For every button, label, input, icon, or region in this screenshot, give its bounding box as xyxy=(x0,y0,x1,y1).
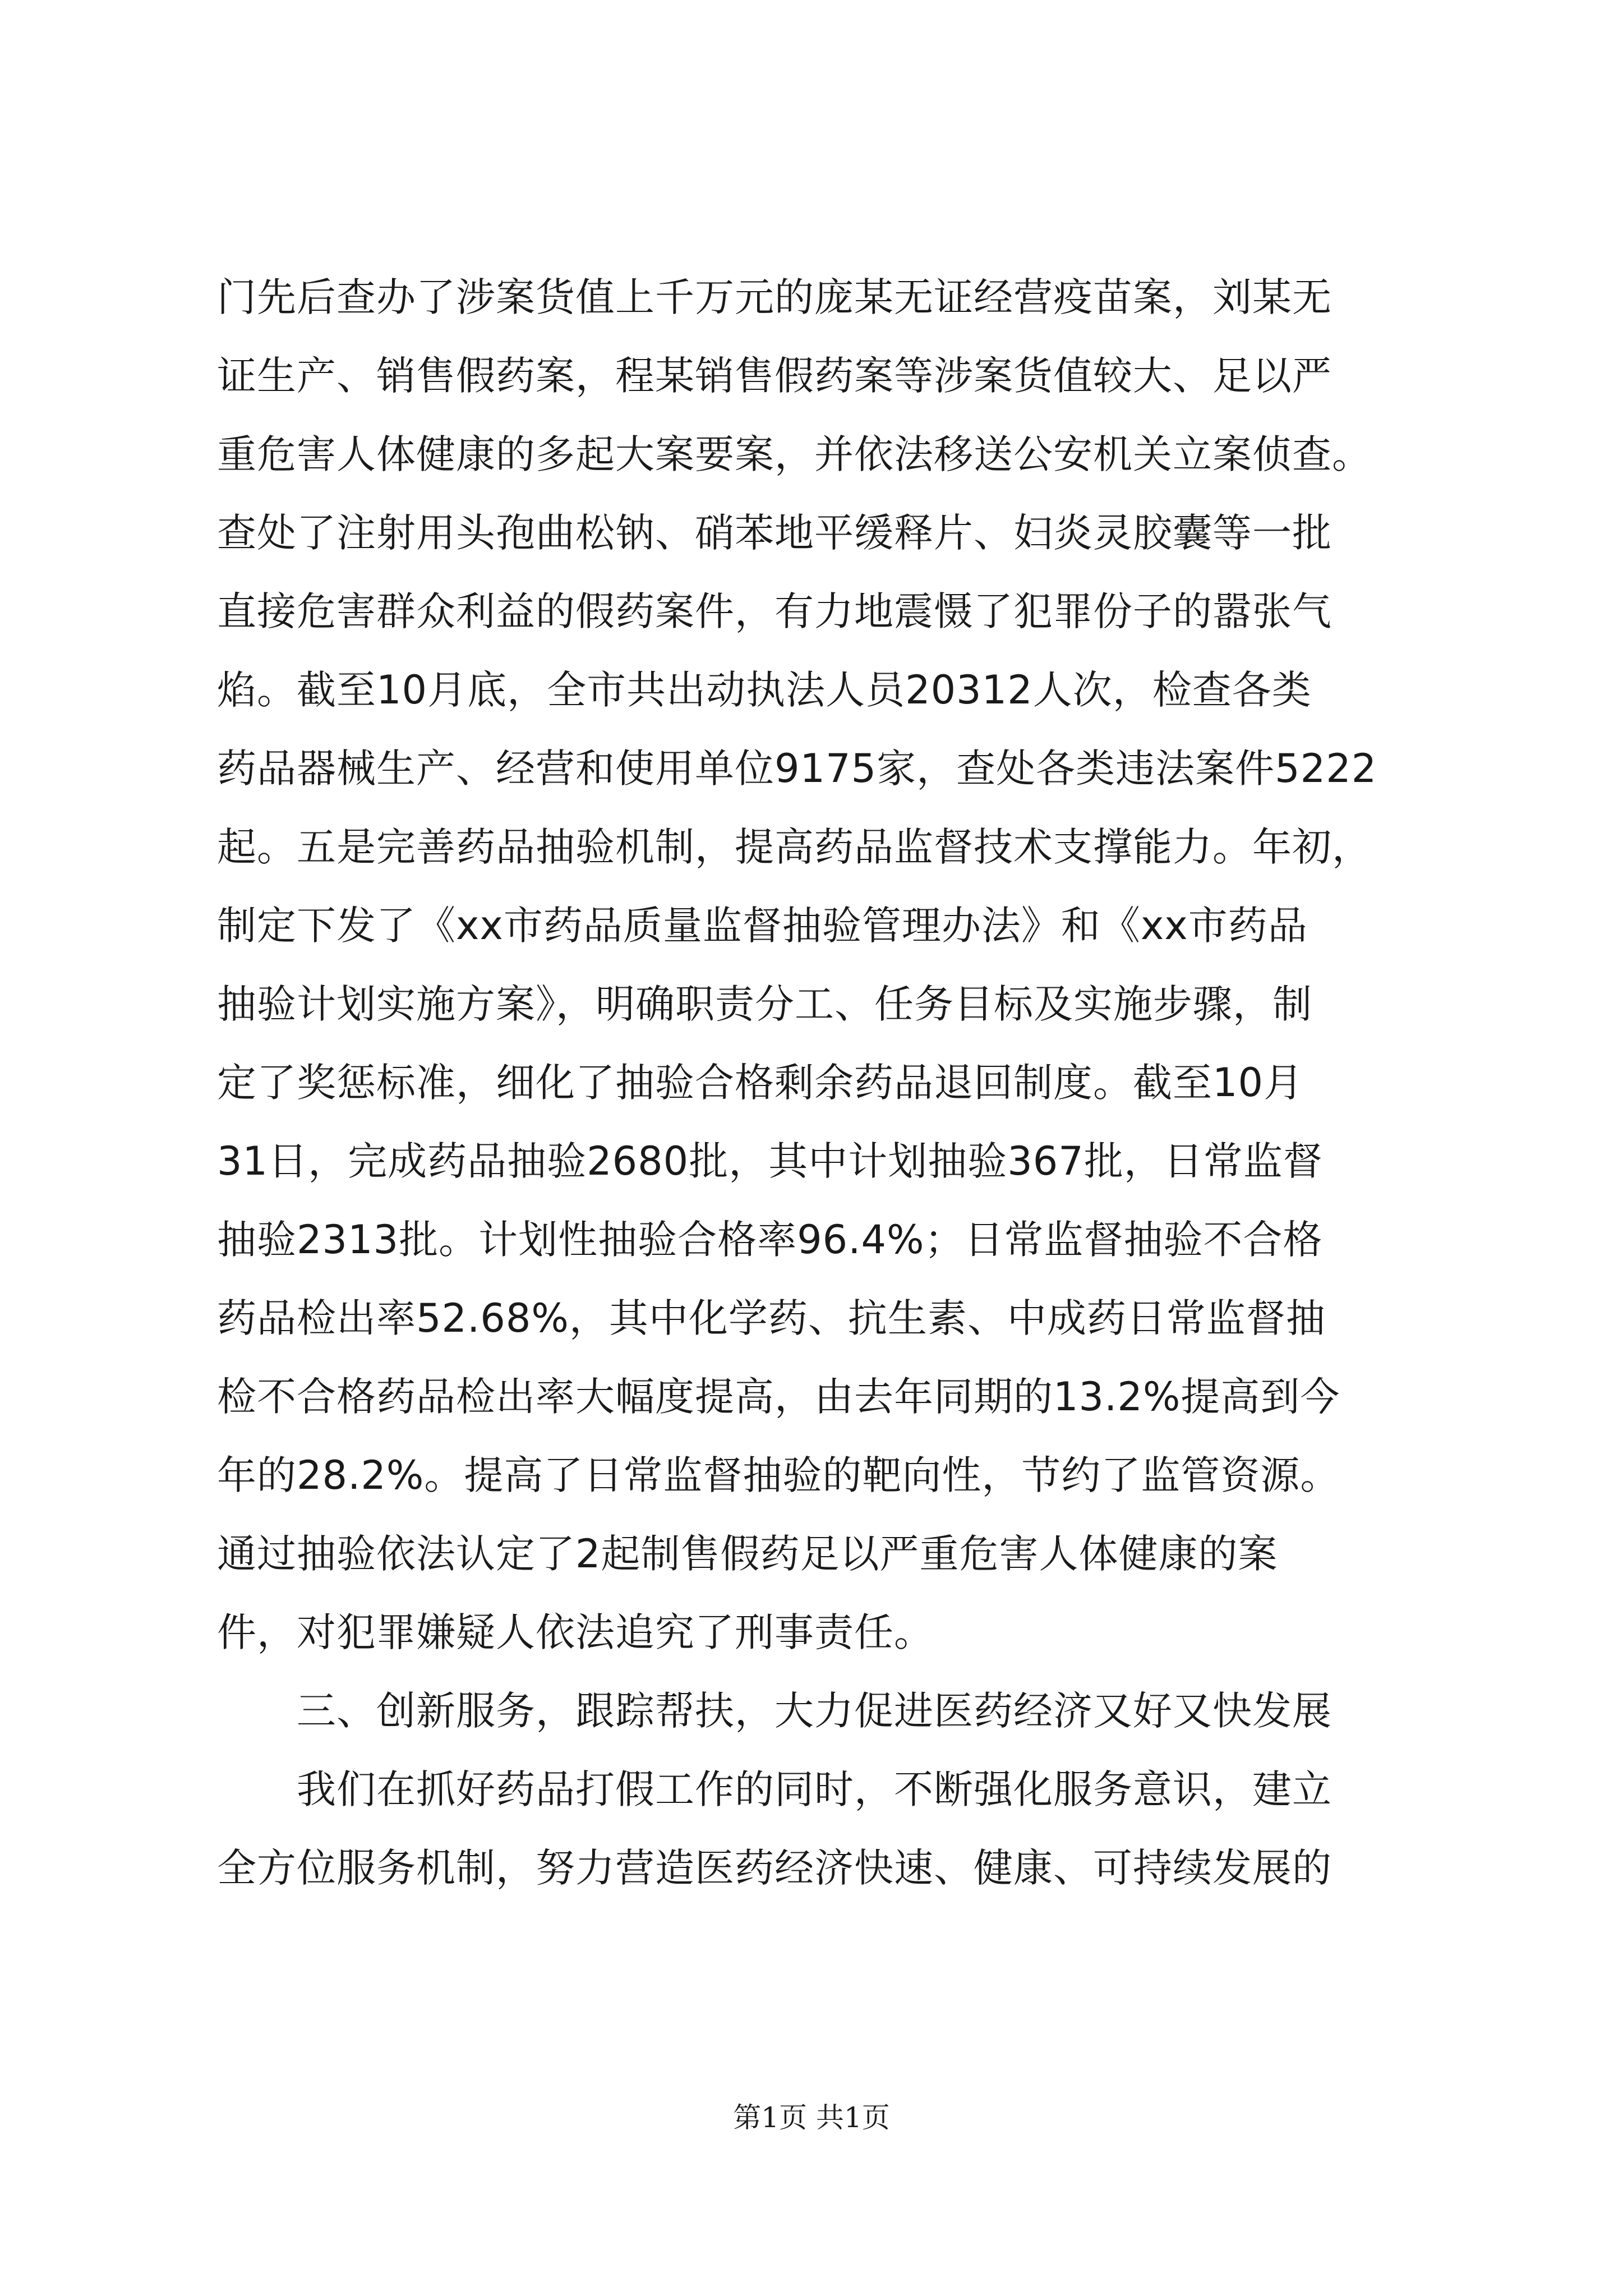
text-line: 重危害人体健康的多起大案要案，并依法移送公安机关立案侦查。 xyxy=(217,431,1372,477)
section-heading: 三、创新服务，跟踪帮扶，大力促进医药经济又好又快发展 xyxy=(217,1688,1332,1734)
text-line: 门先后查办了涉案货值上千万元的庞某无证经营疫苗案，刘某无 xyxy=(217,274,1332,320)
text-line: 制定下发了《xx市药品质量监督抽验管理办法》和《xx市药品 xyxy=(217,903,1308,949)
text-line: 抽验计划实施方案》，明确职责分工、任务目标及实施步骤，制 xyxy=(217,981,1312,1027)
text-line: 焰。截至10月底，全市共出动执法人员20312人次，检查各类 xyxy=(217,667,1312,713)
text-line: 药品器械生产、经营和使用单位9175家，查处各类违法案件5222 xyxy=(217,746,1377,792)
text-line: 我们在抓好药品打假工作的同时，不断强化服务意识，建立 xyxy=(217,1766,1332,1812)
text-line: 31日，完成药品抽验2680批，其中计划抽验367批，日常监督 xyxy=(217,1138,1323,1184)
text-line: 年的28.2%。提高了日常监督抽验的靶向性，节约了监管资源。 xyxy=(217,1452,1340,1498)
text-line: 药品检出率52.68%，其中化学药、抗生素、中成药日常监督抽 xyxy=(217,1295,1326,1341)
body-text xyxy=(217,258,1428,1907)
text-line: 件，对犯罪嫌疑人依法追究了刑事责任。 xyxy=(217,1609,934,1655)
text-line: 全方位服务机制，努力营造医药经济快速、健康、可持续发展的 xyxy=(217,1845,1332,1891)
text-line: 直接危害群众利益的假药案件，有力地震慑了犯罪份子的嚣张气 xyxy=(217,588,1332,634)
text-line: 证生产、销售假药案，程某销售假药案等涉案货值较大、足以严 xyxy=(217,353,1332,399)
page-footer xyxy=(0,2101,1623,2134)
text-line: 起。五是完善药品抽验机制，提高药品监督技术支撑能力。年初， xyxy=(217,824,1372,870)
page-number: 第1页 共1页 xyxy=(733,2101,890,2134)
text-line: 检不合格药品检出率大幅度提高，由去年同期的13.2%提高到今 xyxy=(217,1374,1340,1420)
text-line: 抽验2313批。计划性抽验合格率96.4%；日常监督抽验不合格 xyxy=(217,1217,1323,1263)
text-line: 查处了注射用头孢曲松钠、硝苯地平缓释片、妇炎灵胶囊等一批 xyxy=(217,510,1332,556)
text-line: 通过抽验依法认定了2起制售假药足以严重危害人体健康的案 xyxy=(217,1531,1278,1577)
text-line: 定了奖惩标准，细化了抽验合格剩余药品退回制度。截至10月 xyxy=(217,1060,1304,1106)
